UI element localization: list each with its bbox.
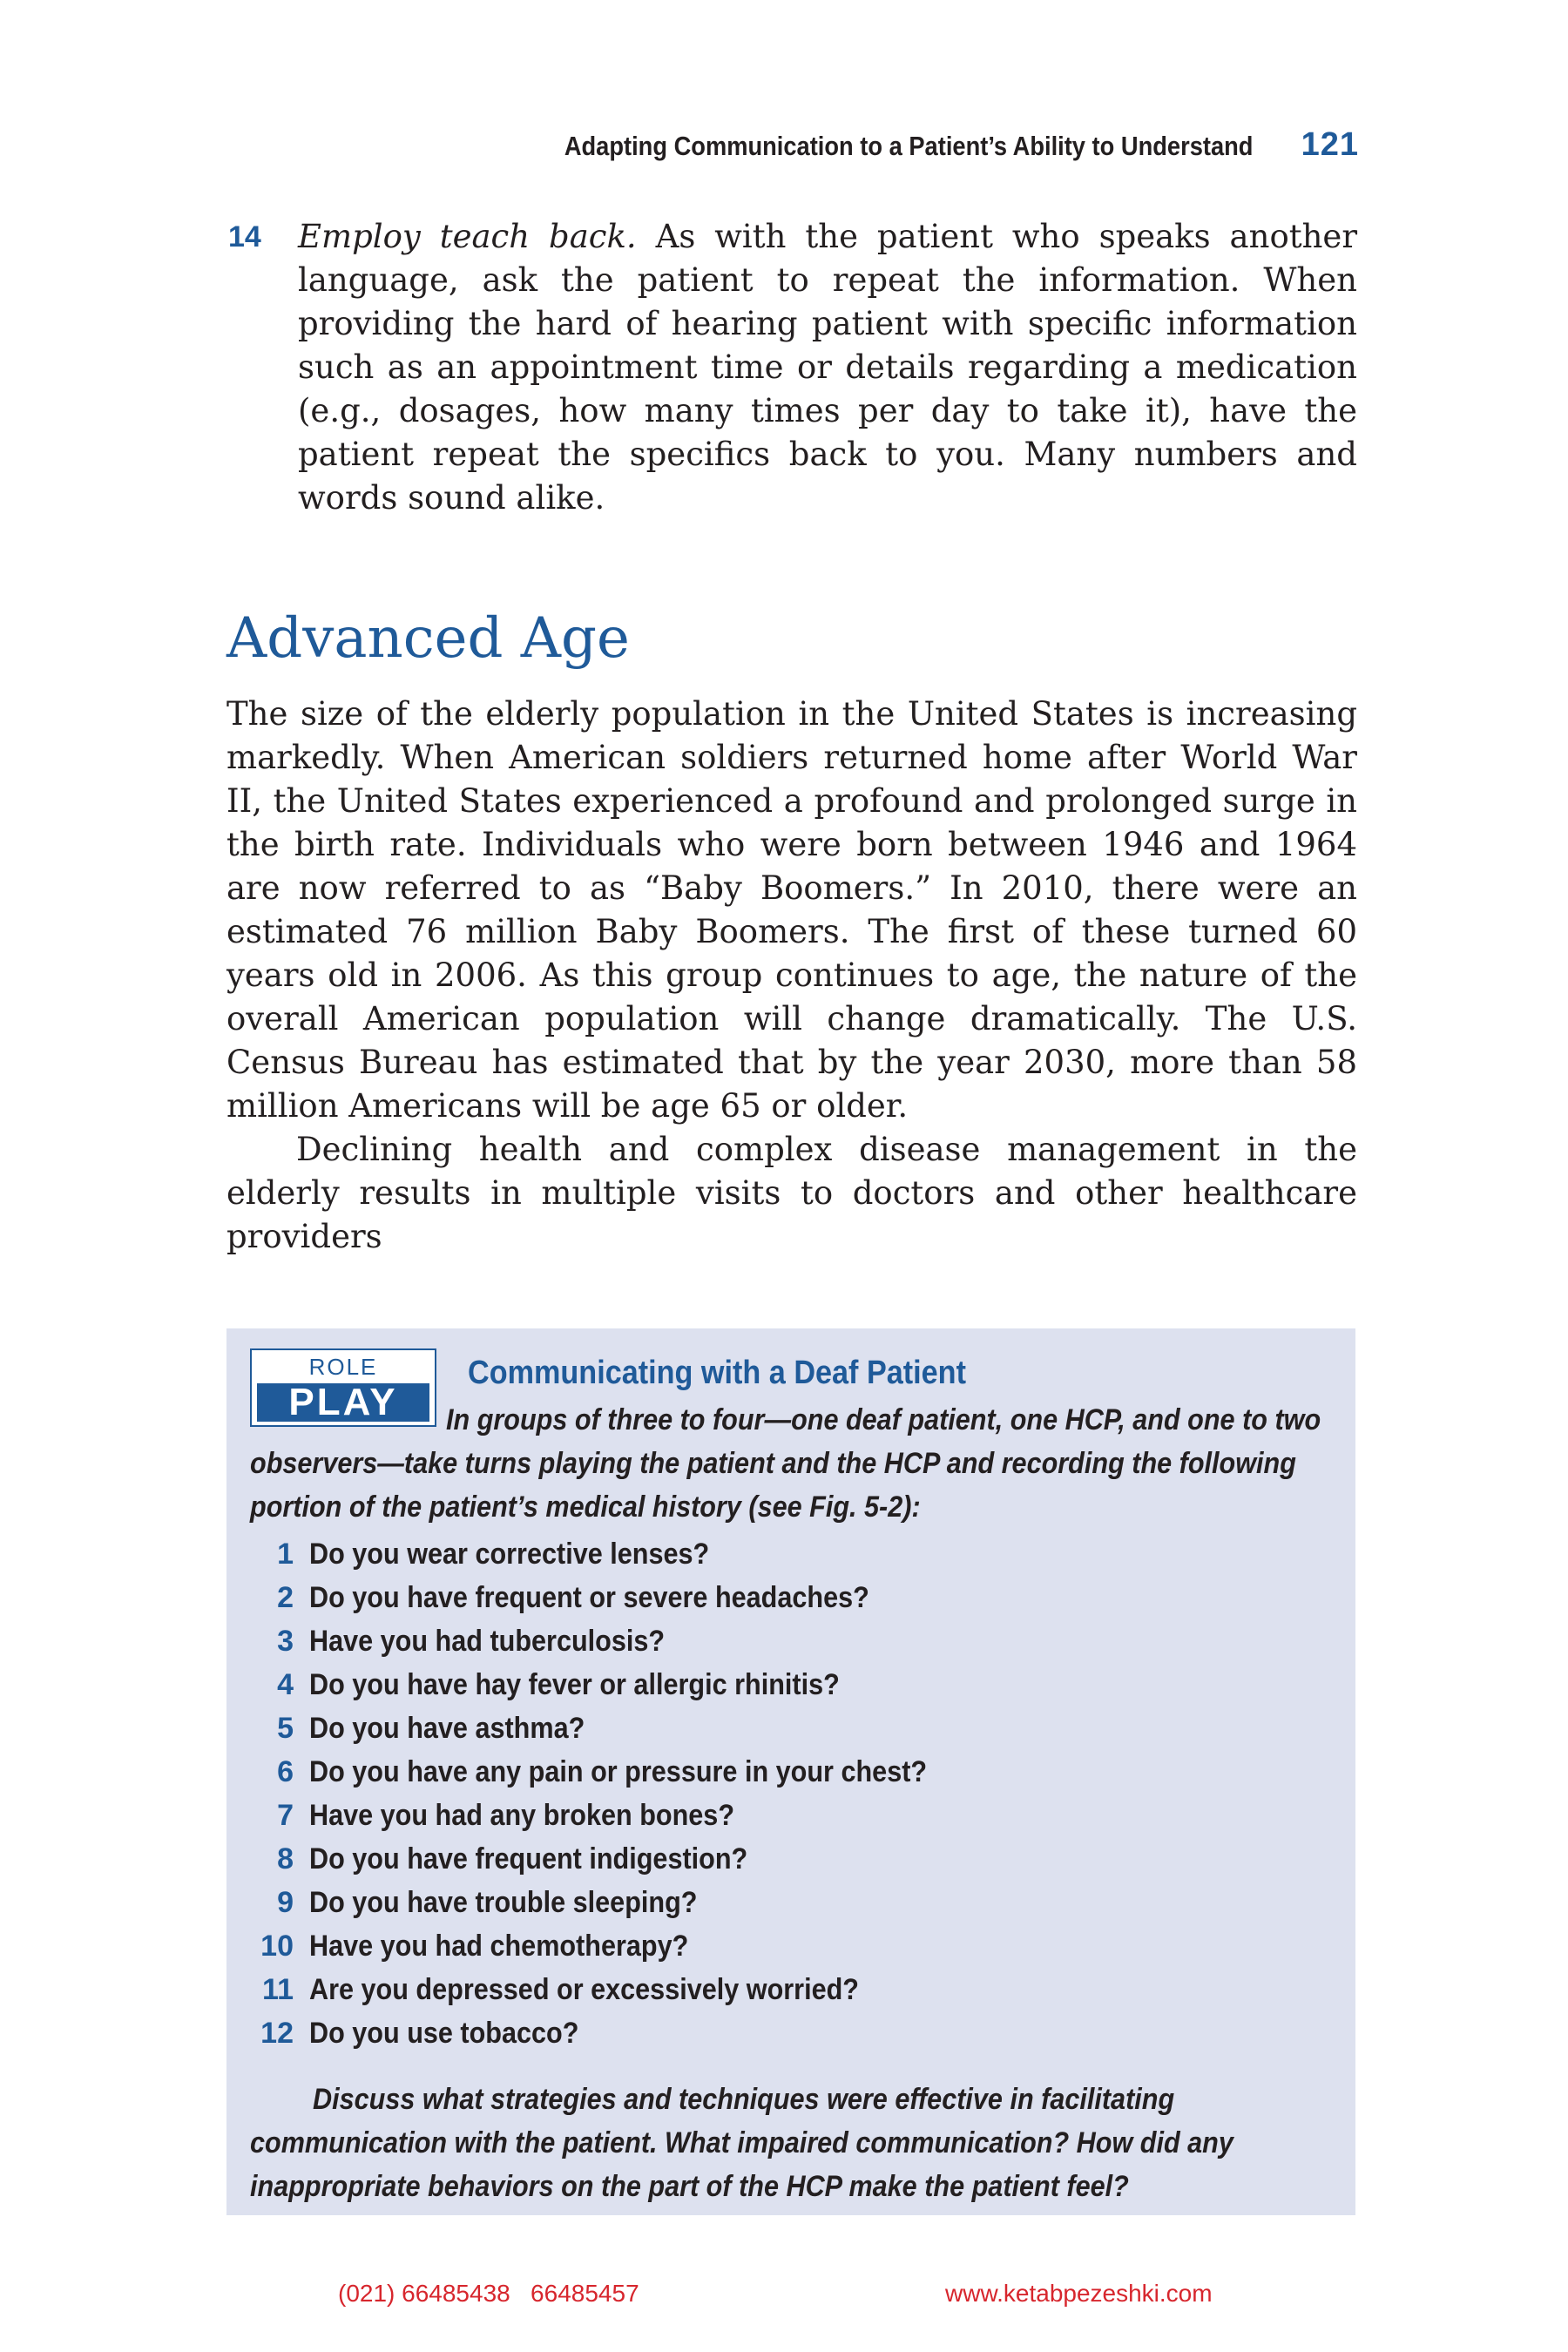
- question-text: Have you had chemotherapy?: [309, 1930, 689, 1963]
- question-number: 11: [262, 1973, 294, 2006]
- list-item: [250, 1842, 996, 1886]
- question-number: 12: [260, 2017, 294, 2050]
- list-item: [250, 2017, 996, 2060]
- list-item: [250, 1973, 996, 2017]
- page-number: 121: [1301, 126, 1359, 163]
- footer-url-link[interactable]: www.ketabpezeshki.com: [945, 2280, 1213, 2307]
- badge-top-label: ROLE: [308, 1354, 378, 1380]
- question-text: Do you have any pain or pressure in your chest?: [309, 1755, 928, 1788]
- question-text: Do you have frequent indigestion?: [309, 1842, 748, 1876]
- list-item: [250, 1538, 996, 1581]
- question-text: Have you had tuberculosis?: [309, 1625, 666, 1658]
- question-number: 7: [277, 1799, 294, 1832]
- item-number: 14: [228, 220, 261, 253]
- role-play-instructions: In groups of three to four—one deaf patient, one HCP, and one to two observers—take turns playing the patient and the HCP and recording the following portion of the patient’s medical history (see Fig. 5-2):: [250, 1403, 1321, 1524]
- list-item: [250, 1755, 996, 1799]
- question-text: Do you have frequent or severe headaches?: [309, 1581, 869, 1614]
- list-item: [250, 1886, 996, 1930]
- section-heading: Advanced Age: [226, 606, 630, 671]
- running-head: [226, 126, 1359, 164]
- question-number: 8: [277, 1842, 294, 1876]
- list-item-14: [228, 215, 1357, 520]
- question-text: Do you have asthma?: [309, 1712, 585, 1745]
- question-number: 6: [277, 1755, 294, 1788]
- role-play-title: Communicating with a Deaf Patient: [468, 1355, 966, 1391]
- question-number: 3: [277, 1625, 294, 1658]
- list-item: [250, 1930, 996, 1973]
- question-number: 5: [277, 1712, 294, 1745]
- question-number: 1: [277, 1538, 294, 1571]
- paragraph: Declining health and complex disease management in the elderly results in multiple visits to doctors and other healthcare providers: [226, 1131, 1357, 1255]
- question-number: 2: [277, 1581, 294, 1614]
- question-text: Do you use tobacco?: [309, 2017, 579, 2050]
- list-item: [250, 1799, 996, 1842]
- badge-bottom-label: PLAY: [257, 1383, 429, 1422]
- question-text: Have you had any broken bones?: [309, 1799, 735, 1832]
- discussion-prompt: Discuss what strategies and techniques were effective in facilitating communication with the patient. What impaired communication? How did any inappropriate behaviors on the part of the HCP make the patient feel?: [250, 2083, 1233, 2203]
- question-number: 4: [277, 1668, 294, 1701]
- question-number: 10: [260, 1930, 294, 1963]
- question-text: Do you have hay fever or allergic rhinitis?: [309, 1668, 840, 1701]
- question-text: Are you depressed or excessively worried?: [309, 1973, 859, 2006]
- question-text: Do you have trouble sleeping?: [309, 1886, 698, 1919]
- list-item: [250, 1668, 996, 1712]
- section-body: [226, 693, 1357, 1259]
- list-item: [250, 1581, 996, 1625]
- item-body: [298, 215, 1357, 520]
- question-number: 9: [277, 1886, 294, 1919]
- list-item: [250, 1625, 996, 1668]
- item-lead: Employ teach back.: [298, 218, 637, 255]
- role-play-box: [226, 1328, 1355, 2215]
- running-title: Adapting Communication to a Patient’s Ability to Understand: [564, 131, 1254, 161]
- paragraph: The size of the elderly population in the United States is increasing markedly. When American soldiers returned home after World War II, the United States experienced a profound and prolonged surge in the birth rate. Individuals who were born between 1946 and 1964 are now referred to as “Baby Boomers.” In 2010, there were an estimated 76 million Baby Boomers. The first of these turned 60 years old in 2006. As this group continues to age, the nature of the overall American population will change dramatically. The U.S. Census Bureau has estimated that by the year 2030, more than 58 million Americans will be age 65 or older.: [226, 695, 1357, 1125]
- footer-phone: (021) 66485438 66485457: [338, 2280, 639, 2307]
- item-text: As with the patient who speaks another language, ask the patient to repeat the information. When providing the hard of hearing patient with specific information such as an appointment time or details regarding a medication (e.g., dosages, how many times per day to take it), have the patient repeat the specifics back to you. Many numbers and words sound alike.: [298, 218, 1357, 517]
- question-text: Do you wear corrective lenses?: [309, 1538, 710, 1571]
- question-list: [250, 1538, 996, 2060]
- list-item: [250, 1712, 996, 1755]
